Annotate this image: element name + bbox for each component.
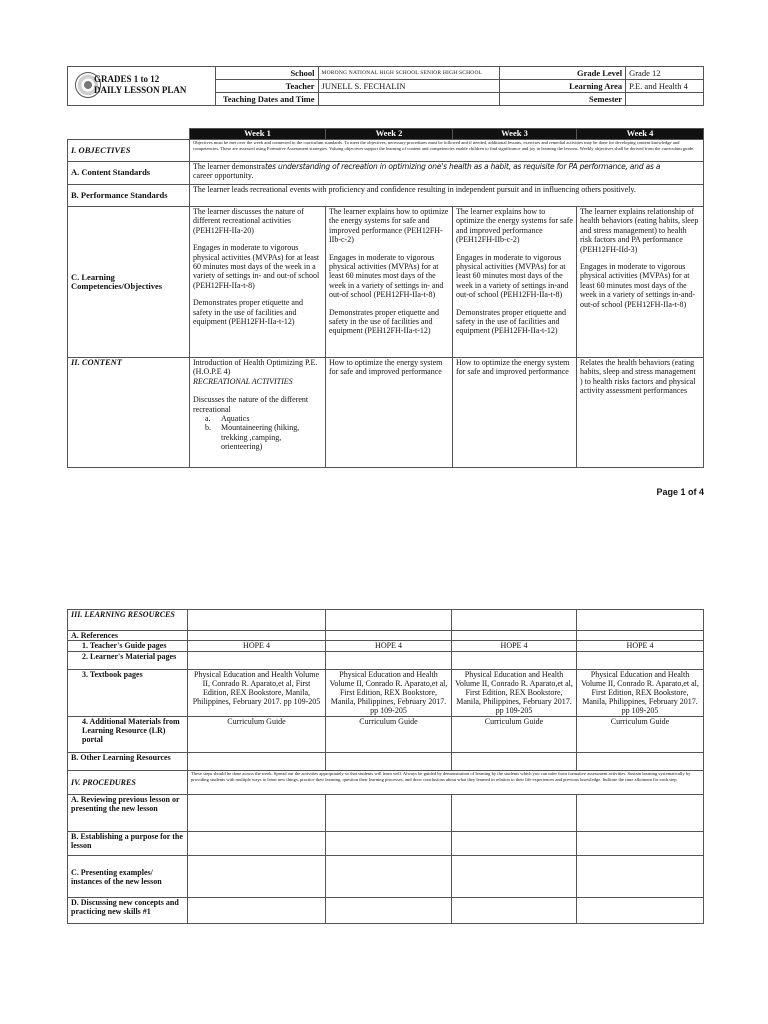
am-week-3: Curriculum Guide xyxy=(452,717,577,753)
content-w1-list xyxy=(205,414,322,452)
week-3-header: Week 3 xyxy=(453,129,577,140)
content-standards-label: A. Content Standards xyxy=(68,162,190,185)
week-2-header: Week 2 xyxy=(326,129,453,140)
content-week-3: How to optimize the energy system for safe and improved performance xyxy=(453,358,577,468)
learning-area-label: Learning Area xyxy=(500,80,626,93)
resources-procedures-table xyxy=(67,609,704,924)
competencies-week-4 xyxy=(577,207,704,358)
am-week-2: Curriculum Guide xyxy=(326,717,452,753)
content-standards-text xyxy=(190,162,704,185)
content-w1-title: Introduction of Health Optimizing P.E. (H.O.P.E 4) xyxy=(193,358,318,377)
competency-w3-1: The learner explains how to optimize the energy systems for safe and improved performance (PEH12FH-IIb-c-2) xyxy=(456,207,573,245)
plan-title-line1: GRADES 1 to 12 xyxy=(94,74,160,84)
list-item: b. Mountaineering (hiking, trekking ,camping, orienteering) xyxy=(205,423,300,452)
teacher-value: JUNELL S. FECHALIN xyxy=(318,80,500,93)
list-item: a. Aquatics xyxy=(205,414,250,424)
references-label: A. References xyxy=(68,631,188,641)
semester-label: Semester xyxy=(500,93,626,106)
competency-w2-3: Demonstrates proper etiquette and safety in the use of facilities and equipment (PEH12FH-IIa-t-12) xyxy=(329,307,439,336)
textbook-label: 3. Textbook pages xyxy=(68,670,188,717)
other-resources-label: B. Other Learning Resources xyxy=(68,753,188,771)
procedures-label: IV. PROCEDURES xyxy=(68,771,188,795)
competency-w2-1: The learner explains how to optimize the energy systems for safe and improved performance (PEH12FH-IIb-c-2) xyxy=(329,207,449,245)
plan-title xyxy=(94,74,186,96)
semester-value xyxy=(626,93,704,106)
content-w1-intro: Discusses the nature of the different recreational xyxy=(193,395,309,414)
procedure-step-d: D. Discussing new concepts and practicing new skills #1 xyxy=(68,898,188,924)
am-week-4: Curriculum Guide xyxy=(577,717,704,753)
tb-week-4: Physical Education and Health Volume II, Conrado R. Aparato,et al, First Edition, REX Bookstore, Manila, Philippines, February 2017. pp 109-205 xyxy=(577,670,704,717)
content-week-1 xyxy=(190,358,326,468)
tb-week-3: Physical Education and Health Volume II, Conrado R. Aparato,et al, First Edition, REX Bookstore, Manila, Philippines, February 2017. pp 109-205 xyxy=(452,670,577,717)
procedures-text: These steps should be done across the week. Spread out the activities appropriately so that students will learn well. Always be guided by demonstration of learning by the students which you can infer from formative assessment activities. Sustain learning systematically by providing students with multiple ways to learn new things, practice their learning, question their learning processes, and draw conclusions about what they learned in relation to their life experiences and previous knowledge. Indicate the time allotment for each step. xyxy=(188,771,704,795)
school-value: MORONG NATIONAL HIGH SCHOOL SENIOR HIGH SCHOOL xyxy=(318,67,500,80)
objectives-label: I. OBJECTIVES xyxy=(68,140,190,162)
am-week-1: Curriculum Guide xyxy=(188,717,326,753)
teachers-guide-label: 1. Teacher's Guide pages xyxy=(68,641,188,652)
competencies-week-1 xyxy=(190,207,326,358)
content-week-4: Relates the health behaviors (eating habits, sleep and stress management ) to health risks factors and physical activity assessment performances xyxy=(577,358,704,468)
competency-w4-2: Engages in moderate to vigorous physical activities (MVPAs) for at least 60 minutes most days of the week in a variety of settings in-and-out-of school (PEH12FH-IIa-t-8) xyxy=(580,262,696,309)
competency-w3-2: Engages in moderate to vigorous physical activities (MVPAs) for at least 60 minutes most days of the week in a variety of settings in-and out-of school (PEH12FH-IIa-t-8) xyxy=(456,252,569,300)
header-logo-cell xyxy=(68,67,216,106)
competency-w1-2: Engages in moderate to vigorous physical activities (MVPAs) for at least 60 minutes most days of the week in a variety of settings in- and out-of school (PEH12FH-IIa-t-8) xyxy=(193,243,320,290)
competency-w3-3: Demonstrates proper etiquette and safety in the use of facilities and equipment (PEH12FH-IIa-t-12) xyxy=(456,307,566,336)
learning-area-value: P.E. and Health 4 xyxy=(626,80,704,93)
objectives-text: Objectives must be met over the week and connected to the curriculum standards. To meet the objectives, necessary procedures must be followed and if needed, additional lessons, exercises and remedial activities may be done for developing content knowledge and competencies. These are assessed using Formative Assessment strategies. Valuing objectives support the learning of content and competencies enable children to find significance and joy in learning the lessons. Weekly objectives shall be derived from the curriculum guide. xyxy=(190,140,704,162)
competencies-week-2 xyxy=(326,207,453,358)
teaching-dates-value xyxy=(318,93,500,106)
learning-resources-label: III. LEARNING RESOURCES xyxy=(68,610,188,631)
tg-week-3: HOPE 4 xyxy=(452,641,577,652)
tg-week-2: HOPE 4 xyxy=(326,641,452,652)
competency-w2-2: Engages in moderate to vigorous physical activities (MVPAs) for at least 60 minutes most days of the week in a variety of settings in- and out-of school (PEH12FH-IIa-t-8) xyxy=(329,252,444,300)
grade-level-value: Grade 12 xyxy=(626,67,704,80)
page-number: Page 1 of 4 xyxy=(656,487,704,497)
lesson-plan-table xyxy=(67,128,704,468)
competency-w1-1: The learner discusses the nature of different recreational activities (PEH12FH-IIa-20) xyxy=(193,207,304,235)
procedure-step-b: B. Establishing a purpose for the lesson xyxy=(68,832,188,856)
tg-week-4: HOPE 4 xyxy=(577,641,704,652)
content-standards-part-a: The learner demonstra xyxy=(193,162,265,171)
tb-week-1: Physical Education and Health Volume II, Conrado R. Aparato,et al, First Edition, REX Bookstore, Manila, Philippines, February 2017. pp 109-205 xyxy=(188,670,326,717)
competencies-label: C. Learning Competencies/Objectives xyxy=(68,207,190,358)
teaching-dates-label: Teaching Dates and Time xyxy=(215,93,318,106)
additional-materials-label: 4. Additional Materials from Learning Resource (LR) portal xyxy=(68,717,188,753)
content-label: II. CONTENT xyxy=(68,358,190,468)
competency-w1-3: Demonstrates proper etiquette and safety in the use of facilities and equipment (PEH12FH-IIa-t-12) xyxy=(193,298,303,327)
content-standards-part-c: career opportunity. xyxy=(193,171,254,181)
competency-w4-1: The learner explains relationship of health behaviors (eating habits, sleep and stress management) to health risk factors and PA performance (PEH12FH-IId-3) xyxy=(580,207,699,254)
procedure-step-c: C. Presenting examples/ instances of the new lesson xyxy=(68,856,188,898)
school-label: School xyxy=(215,67,318,80)
week-1-header: Week 1 xyxy=(190,129,326,140)
content-w1-subtitle: RECREATIONAL ACTIVITIES xyxy=(193,376,293,386)
teacher-label: Teacher xyxy=(215,80,318,93)
grade-level-label: Grade Level xyxy=(500,67,626,80)
performance-standards-text: The learner leads recreational events with proficiency and confidence resulting in independent pursuit and in influencing others positively. xyxy=(190,185,704,207)
week-4-header: Week 4 xyxy=(577,129,704,140)
performance-standards-label: B. Performance Standards xyxy=(68,185,190,207)
tb-week-2: Physical Education and Health Volume II, Conrado R. Aparato,et al, First Edition, REX Bookstore, Manila, Philippines, February 2017. pp 109-205 xyxy=(326,670,452,717)
tg-week-1: HOPE 4 xyxy=(188,641,326,652)
content-week-2: How to optimize the energy system for safe and improved performance xyxy=(326,358,453,468)
competencies-week-3 xyxy=(453,207,577,358)
procedure-step-a: A. Reviewing previous lesson or presenting the new lesson xyxy=(68,795,188,832)
plan-title-line2: DAILY LESSON PLAN xyxy=(94,85,187,95)
content-standards-part-b: tes understanding of recreation in optimizing one's health as a habit, as requisite for PA performance, and as a xyxy=(264,162,661,171)
learners-material-label: 2. Learner's Material pages xyxy=(68,652,188,670)
header-table xyxy=(67,66,704,106)
